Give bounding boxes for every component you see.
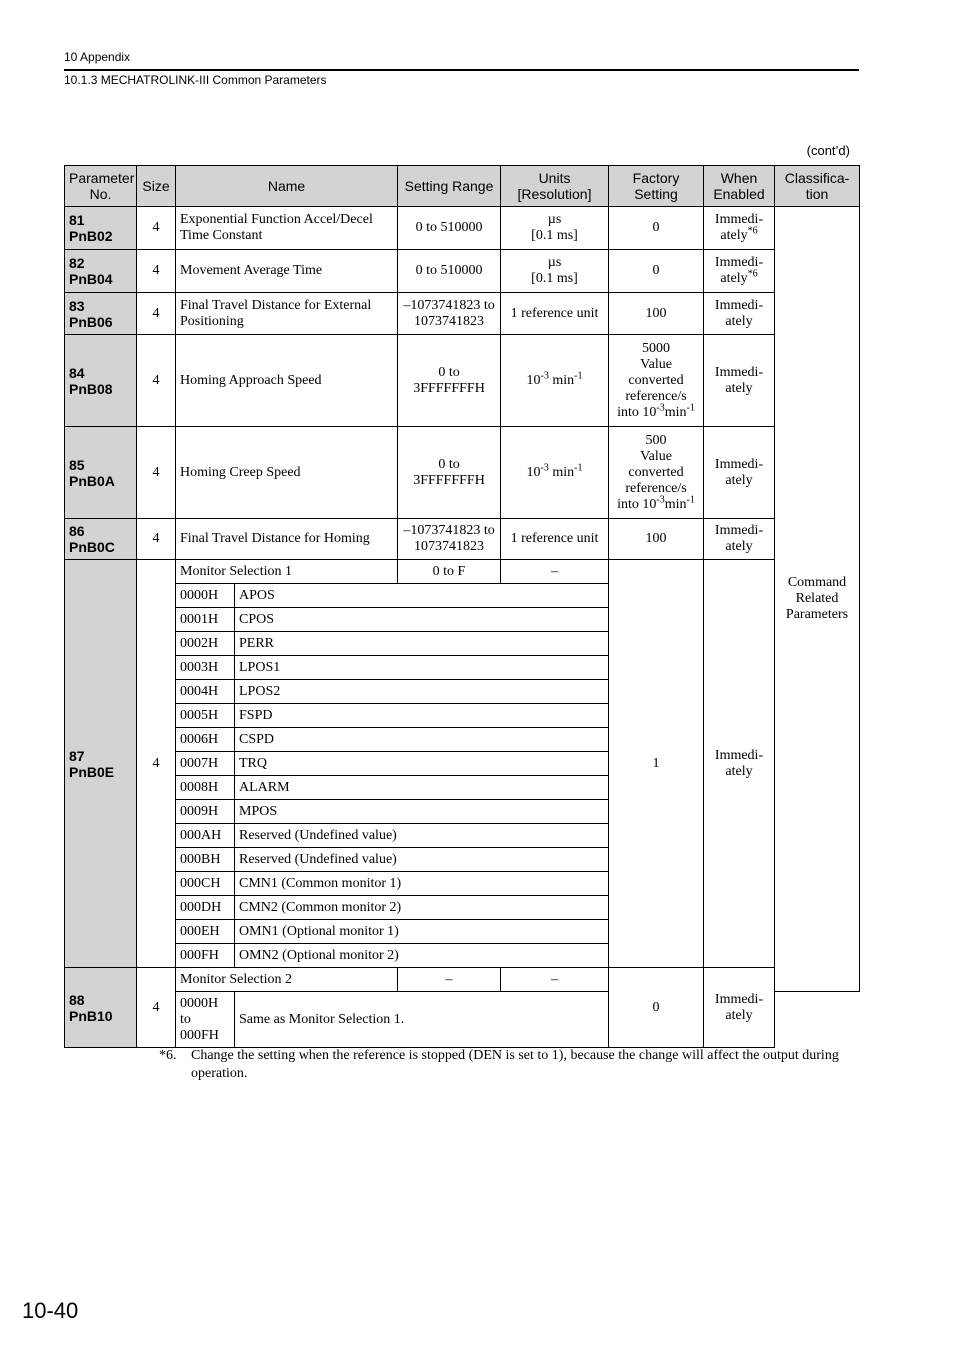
option-label: Same as Monitor Selection 1. <box>235 992 609 1048</box>
option-label: CPOS <box>235 608 609 632</box>
units-cell <box>501 335 609 427</box>
factory-exp: -1 <box>686 401 695 413</box>
table-row <box>65 293 860 335</box>
factory-min: min <box>664 496 687 512</box>
range-cell: 0 to 510000 <box>398 250 501 293</box>
size-cell: 4 <box>137 427 176 519</box>
range-cell: –1073741823 to 1073741823 <box>398 293 501 335</box>
footnote-ref: *6 <box>747 225 758 237</box>
units-min: min <box>548 464 575 480</box>
size-cell: 4 <box>137 335 176 427</box>
option-code: 0008H <box>176 776 235 800</box>
option-code: 0001H <box>176 608 235 632</box>
option-label: PERR <box>235 632 609 656</box>
when-text: Immedi- ately <box>714 255 764 286</box>
header-units: Units [Resolution] <box>501 166 609 207</box>
size-cell: 4 <box>137 293 176 335</box>
option-label: LPOS1 <box>235 656 609 680</box>
param-number-cell <box>65 250 137 293</box>
param-number-cell <box>65 427 137 519</box>
footnote-mark: *6. <box>159 1048 177 1063</box>
when-cell: Immedi- ately <box>704 427 775 519</box>
table-row <box>65 335 860 427</box>
range-cell: 0 to F <box>398 560 501 584</box>
units-value: µs <box>547 212 562 227</box>
factory-exp: -3 <box>656 401 665 413</box>
table-row <box>65 519 860 560</box>
units-cell: 1 reference unit <box>501 519 609 560</box>
param-no: 82 <box>69 255 85 271</box>
header-classification: Classifica- tion <box>775 166 860 207</box>
factory-min: min <box>664 404 687 420</box>
units-exp: -3 <box>540 369 549 381</box>
header-when-enabled: When Enabled <box>704 166 775 207</box>
size-cell: 4 <box>137 207 176 250</box>
option-code: 0009H <box>176 800 235 824</box>
factory-cell: 0 <box>609 207 704 250</box>
factory-cell <box>609 335 704 427</box>
option-code: 000CH <box>176 872 235 896</box>
name-cell: Homing Approach Speed <box>176 335 398 427</box>
range-cell: 0 to 3FFFFFFFH <box>398 335 501 427</box>
option-label: ALARM <box>235 776 609 800</box>
when-text: Immedi- ately <box>714 212 764 243</box>
header-param-no: Parameter No. <box>65 166 137 207</box>
units-cell <box>501 250 609 293</box>
units-cell: – <box>501 560 609 584</box>
table-row <box>65 207 860 250</box>
param-no: 84 <box>69 364 85 381</box>
units-cell: – <box>501 968 609 992</box>
factory-note: Value converted reference/s into 10 <box>617 356 687 420</box>
name-cell: Exponential Function Accel/Decel Time Constant <box>176 207 398 250</box>
factory-cell: 100 <box>609 519 704 560</box>
size-cell: 4 <box>137 250 176 293</box>
param-no: 87 <box>69 747 85 764</box>
name-cell: Monitor Selection 2 <box>176 968 398 992</box>
footnote-ref: *6 <box>747 268 758 280</box>
param-pn: PnB0C <box>69 539 115 555</box>
size-cell: 4 <box>137 968 176 1048</box>
range-cell: 0 to 510000 <box>398 207 501 250</box>
param-no: 85 <box>69 456 85 473</box>
param-no: 86 <box>69 523 85 539</box>
header-rule <box>64 69 859 71</box>
table-row <box>65 427 860 519</box>
option-code: 0005H <box>176 704 235 728</box>
units-min: min <box>548 372 575 388</box>
parameter-table <box>64 165 860 1048</box>
factory-exp: -1 <box>686 493 695 505</box>
footnote-text: Change the setting when the reference is stopped (DEN is set to 1), because the change will affect the output during operation. <box>191 1048 839 1081</box>
param-pn: PnB04 <box>69 271 113 287</box>
when-cell: Immedi- ately <box>704 293 775 335</box>
option-code: 0002H <box>176 632 235 656</box>
param-number-cell <box>65 335 137 427</box>
units-exp: -3 <box>540 461 549 473</box>
page-number: 10-40 <box>22 1298 79 1323</box>
range-cell: 0 to 3FFFFFFFH <box>398 427 501 519</box>
units-base: 10 <box>526 464 541 480</box>
option-label: Reserved (Undefined value) <box>235 824 609 848</box>
factory-note: Value converted reference/s into 10 <box>617 448 687 512</box>
table-row <box>65 250 860 293</box>
name-cell: Final Travel Distance for Homing <box>176 519 398 560</box>
param-number-cell <box>65 519 137 560</box>
option-code: 0000H to 000FH <box>176 992 235 1048</box>
units-cell <box>501 427 609 519</box>
table-row <box>65 968 860 992</box>
option-code: 0006H <box>176 728 235 752</box>
units-resolution: [0.1 ms] <box>531 271 578 286</box>
range-cell: – <box>398 968 501 992</box>
units-resolution: [0.1 ms] <box>531 228 578 243</box>
option-code: 000EH <box>176 920 235 944</box>
size-cell: 4 <box>137 560 176 968</box>
option-label: FSPD <box>235 704 609 728</box>
size-cell: 4 <box>137 519 176 560</box>
classification-cell: Command Related Parameters <box>775 207 860 992</box>
factory-cell: 0 <box>609 968 704 1048</box>
name-cell: Final Travel Distance for External Positioning <box>176 293 398 335</box>
units-exp: -1 <box>574 369 583 381</box>
option-label: Reserved (Undefined value) <box>235 848 609 872</box>
factory-cell <box>609 427 704 519</box>
option-label: CMN2 (Common monitor 2) <box>235 896 609 920</box>
units-base: 10 <box>526 372 541 388</box>
param-number-cell <box>65 293 137 335</box>
factory-cell: 0 <box>609 250 704 293</box>
when-cell <box>704 207 775 250</box>
header-setting-range: Setting Range <box>398 166 501 207</box>
param-pn: PnB10 <box>69 1007 113 1024</box>
range-cell: –1073741823 to 1073741823 <box>398 519 501 560</box>
option-code: 000BH <box>176 848 235 872</box>
units-exp: -1 <box>574 461 583 473</box>
option-code: 0000H <box>176 584 235 608</box>
param-pn: PnB08 <box>69 380 113 397</box>
param-number-cell <box>65 207 137 250</box>
param-pn: PnB0A <box>69 472 115 489</box>
option-code: 000FH <box>176 944 235 968</box>
param-number-cell <box>65 968 137 1048</box>
header-factory-setting: Factory Setting <box>609 166 704 207</box>
option-label: APOS <box>235 584 609 608</box>
param-pn: PnB0E <box>69 763 115 780</box>
option-label: TRQ <box>235 752 609 776</box>
header-size: Size <box>137 166 176 207</box>
factory-value: 500 <box>645 432 667 448</box>
header-section: 10.1.3 MECHATROLINK-III Common Parameters <box>64 73 327 87</box>
param-no: 83 <box>69 297 85 314</box>
option-code: 0003H <box>176 656 235 680</box>
param-number-cell <box>65 560 137 968</box>
option-label: CMN1 (Common monitor 1) <box>235 872 609 896</box>
option-code: 0007H <box>176 752 235 776</box>
name-cell: Homing Creep Speed <box>176 427 398 519</box>
param-no: 81 <box>69 212 85 228</box>
factory-exp: -3 <box>656 493 665 505</box>
option-label: OMN2 (Optional monitor 2) <box>235 944 609 968</box>
option-label: LPOS2 <box>235 680 609 704</box>
factory-cell: 1 <box>609 560 704 968</box>
continued-label: (cont’d) <box>806 143 850 158</box>
option-label: CSPD <box>235 728 609 752</box>
when-cell: Immedi- ately <box>704 335 775 427</box>
factory-cell: 100 <box>609 293 704 335</box>
option-label: OMN1 (Optional monitor 1) <box>235 920 609 944</box>
units-cell: 1 reference unit <box>501 293 609 335</box>
option-code: 0004H <box>176 680 235 704</box>
name-cell: Monitor Selection 1 <box>176 560 398 584</box>
when-cell <box>704 250 775 293</box>
header-name: Name <box>176 166 398 207</box>
units-value: µs <box>547 255 562 270</box>
units-cell <box>501 207 609 250</box>
param-pn: PnB02 <box>69 228 113 244</box>
factory-value: 5000 <box>642 340 671 356</box>
param-no: 88 <box>69 991 85 1008</box>
option-code: 000DH <box>176 896 235 920</box>
option-code: 000AH <box>176 824 235 848</box>
name-cell: Movement Average Time <box>176 250 398 293</box>
table-row <box>65 560 860 584</box>
when-cell: Immedi- ately <box>704 560 775 968</box>
param-pn: PnB06 <box>69 313 113 330</box>
header-chapter: 10 Appendix <box>64 50 131 64</box>
when-cell: Immedi- ately <box>704 968 775 1048</box>
option-label: MPOS <box>235 800 609 824</box>
when-cell: Immedi- ately <box>704 519 775 560</box>
